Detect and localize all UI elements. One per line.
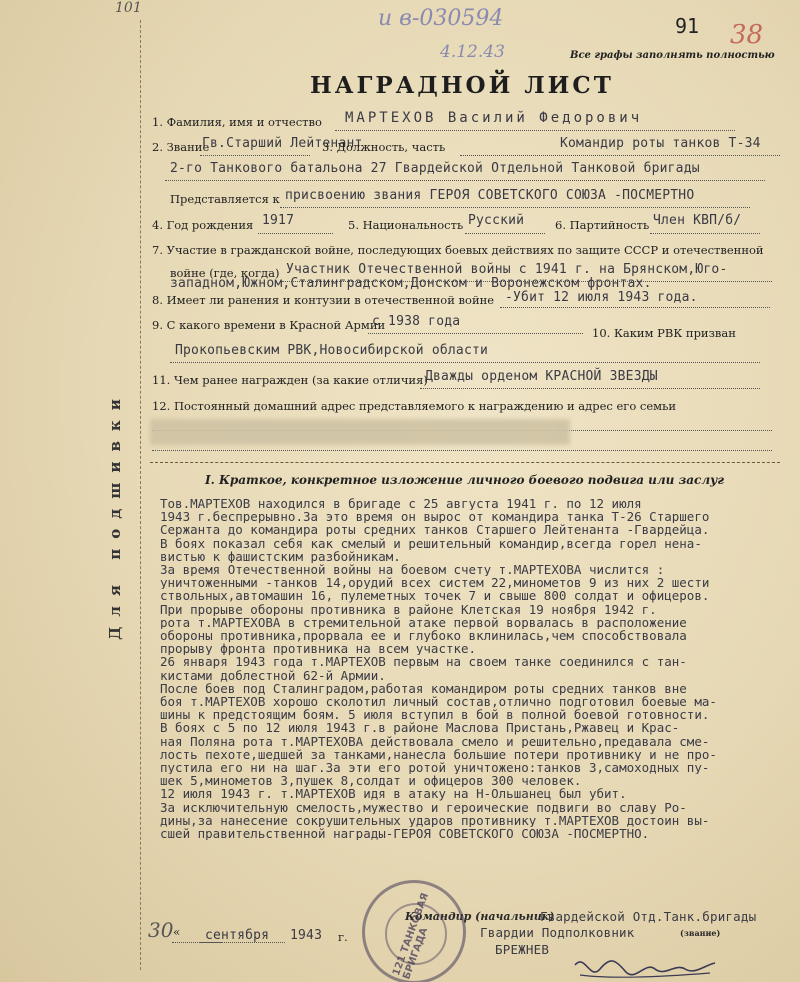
- citation-line: При прорыве обороны противника в районе Клетская 19 ноября 1942 г.: [160, 602, 657, 616]
- footer-quote-open: «: [173, 925, 181, 939]
- field-12-label: 12. Постоянный домашний адрес представляемого к награждению и адрес его семьи: [152, 399, 677, 413]
- field-8-label: 8. Имеет ли ранения и контузии в отечественной войне: [152, 293, 495, 307]
- commander-name: БРЕЖНЕВ: [495, 942, 550, 957]
- archive-number: 101: [115, 0, 142, 16]
- fill-note: Все графы заполнять полностью: [570, 50, 775, 61]
- citation-line: 12 июля 1943 г. т.МАРТЕХОВ идя в атаку на Н-Ольшанец был убит.: [160, 787, 627, 801]
- field-6-line: [650, 233, 760, 234]
- field-3-value-2: 2-го Танкового батальона 27 Гвардейской Отдельной Танковой бригады: [170, 161, 700, 176]
- field-6-label: 6. Партийность: [555, 218, 650, 232]
- field-1-line: [335, 130, 735, 131]
- seal-text: 121 ТАНКОВАЯ БРИГАДА: [390, 891, 432, 981]
- citation-line: После боев под Сталинградом,работая командиром роты средних танков вне: [160, 681, 687, 696]
- citation-line: прорыву фронта противника на всем участке.: [160, 642, 477, 656]
- citation-line: В боях показал себя как смелый и решительный командир,всегда горел нена-: [160, 536, 702, 550]
- citation-line: В боях с 5 по 12 июля 1943 г.в районе Маслова Пристань,Ржавец и Крас-: [160, 721, 680, 735]
- field-4-label: 4. Год рождения: [152, 218, 254, 232]
- citation-line: Тов.МАРТЕХОВ находился в бригаде с 25 августа 1941 г. по 12 июля: [160, 497, 642, 511]
- side-label-binding: Для подшивки: [106, 389, 124, 640]
- binding-margin-line: [140, 20, 141, 970]
- citation-line: обороны противника,прорвала ее и глубоко вклинилась,чем способствовала: [160, 629, 687, 643]
- footer-month-line: [200, 942, 285, 943]
- field-5-label: 5. Национальность: [348, 218, 464, 232]
- field-3-value: Командир роты танков Т-34: [560, 136, 761, 151]
- field-6-value: Член КВП/б/: [653, 213, 742, 228]
- field-9-label: 9. С какого времени в Красной Армии: [152, 318, 386, 332]
- rank-caption: (звание): [680, 928, 721, 938]
- commander-label: Командир (начальник): [405, 910, 555, 923]
- citation-line: 26 января 1943 года т.МАРТЕХОВ первым на своем танке соединился с тан-: [160, 655, 687, 669]
- presentation-label: Представляется к: [170, 192, 280, 206]
- field-7-label-2: войне (где, когда): [170, 266, 280, 280]
- field-9-value: с 1938 года: [372, 314, 461, 329]
- field-5-value: Русский: [468, 213, 525, 228]
- field-1-value: МАРТЕХОВ Василий Федорович: [345, 110, 643, 126]
- citation-line: ствольных,автомашин 16, пулеметных точек 7 и свыше 800 солдат и офицеров.: [160, 589, 710, 603]
- section-separator: [150, 462, 780, 463]
- field-3-line: [460, 155, 780, 156]
- commander-rank: Гвардии Подполковник: [480, 925, 635, 940]
- section-title: I. Краткое, конкретное изложение личного боевого подвига или заслуг: [205, 473, 725, 487]
- page-title: НАГРАДНОЙ ЛИСТ: [310, 72, 614, 99]
- citation-line: За исключительную смелость,мужество и героические подвиги во славу Ро-: [160, 800, 687, 814]
- citation-line: За время Отечественной войны на боевом счету т.МАРТЕХОВА числится :: [160, 563, 665, 577]
- citation-line: боя т.МАРТЕХОВ хорошо сколотил личный состав,отлично подготовил боевые ма-: [160, 695, 717, 709]
- citation-line: лость пехоте,шедшей за танками,нанесла большие потери противнику и не про-: [160, 747, 717, 762]
- field-2-value: Гв.Старший Лейтенант: [202, 136, 363, 151]
- field-10-line: [170, 362, 760, 363]
- field-8-line: [500, 307, 770, 308]
- citation-line: кистами доблестной 62-й Армии.: [160, 668, 386, 682]
- field-1-label: 1. Фамилия, имя и отчество: [152, 115, 322, 129]
- citation-line: шек 5,минометов 3,пушек 8,солдат и офицеров 300 человек.: [160, 774, 582, 788]
- citation-line: сшей правительственной награды-ГЕРОЯ СОВЕТСКОГО СОЮЗА -ПОСМЕРТНО.: [160, 827, 650, 841]
- footer-year: 1943: [290, 928, 323, 943]
- citation-line: пустила его ни на шаг.За эти его ротой уничтожено:танков 3,самоходных пу-: [160, 761, 710, 775]
- citation-line: шины к предстоящим боям. 5 июля вступил в бой в полной боевой готовности.: [160, 708, 710, 722]
- citation-line: уничтоженными -танков 14,орудий всех систем 22,минометов 9 из них 2 шести: [160, 576, 710, 590]
- footer-month: сентября: [205, 928, 270, 943]
- field-11-line: [420, 388, 760, 389]
- field-12-line-2: [152, 450, 772, 451]
- presentation-line: [280, 207, 750, 208]
- citation-text: [160, 497, 790, 840]
- field-3-line-2: [165, 180, 765, 181]
- field-7-value: Участник Отечественной войны с 1941 г. на Брянском,Юго-: [286, 262, 728, 277]
- citation-line: Сержанта до командира роты средних танков Старшего Лейтенанта -Гвардейца.: [160, 523, 710, 537]
- footer-year-suffix: г.: [338, 930, 348, 944]
- field-7-label: 7. Участие в гражданской войне, последующих боевых действиях по защите СССР и отечественной: [152, 243, 764, 257]
- field-4-line: [258, 233, 333, 234]
- field-5-line: [465, 233, 545, 234]
- footer-day: 30: [148, 918, 174, 942]
- field-3-label: 3. Должность, часть: [322, 140, 446, 154]
- citation-line: вистью к фашистским разбойникам.: [160, 549, 401, 564]
- citation-line: дины,за нанесение сокрушительных ударов противнику т.МАРТЕХОВ достоин вы-: [160, 813, 710, 828]
- handwritten-date: 4.12.43: [440, 42, 505, 62]
- citation-line: рота т.МАРТЕХОВА в стремительной атаке первой ворвалась в расположение: [160, 615, 687, 630]
- redacted-address: [150, 419, 570, 445]
- field-9-line: [368, 333, 583, 334]
- presentation-value: присвоению звания ГЕРОЯ СОВЕТСКОГО СОЮЗА -ПОСМЕРТНО: [285, 188, 695, 203]
- signature-scribble: [570, 955, 720, 982]
- field-11-label: 11. Чем ранее награжден (за какие отличия): [152, 373, 428, 387]
- commander-unit: Гвардейской Отд.Танк.бригады: [540, 909, 757, 924]
- handwritten-id: и в-030594: [378, 6, 504, 31]
- field-2-line: [200, 155, 310, 156]
- field-4-value: 1917: [262, 213, 295, 228]
- page-number-alt: 38: [730, 20, 764, 50]
- page-number: 91: [675, 14, 700, 38]
- citation-line: ная Поляна рота т.МАРТЕХОВА действовала смело и решительно,предавала сме-: [160, 734, 710, 748]
- citation-line: 1943 г.беспрерывно.За это время он вырос от командира танка Т-26 Старшего: [160, 510, 710, 524]
- field-10-value: Прокопьевским РВК,Новосибирской области: [175, 343, 489, 358]
- field-2-label: 2. Звание: [152, 140, 210, 154]
- field-10-label: 10. Каким РВК призван: [592, 326, 736, 340]
- field-11-value: Дважды орденом КРАСНОЙ ЗВЕЗДЫ: [425, 369, 658, 384]
- field-8-value: -Убит 12 июля 1943 года.: [505, 290, 698, 305]
- round-seal-stamp: [362, 880, 466, 982]
- field-7-value-2: западном,Южном,Сталинградском,Донском и Воронежском фронтах.: [170, 276, 652, 291]
